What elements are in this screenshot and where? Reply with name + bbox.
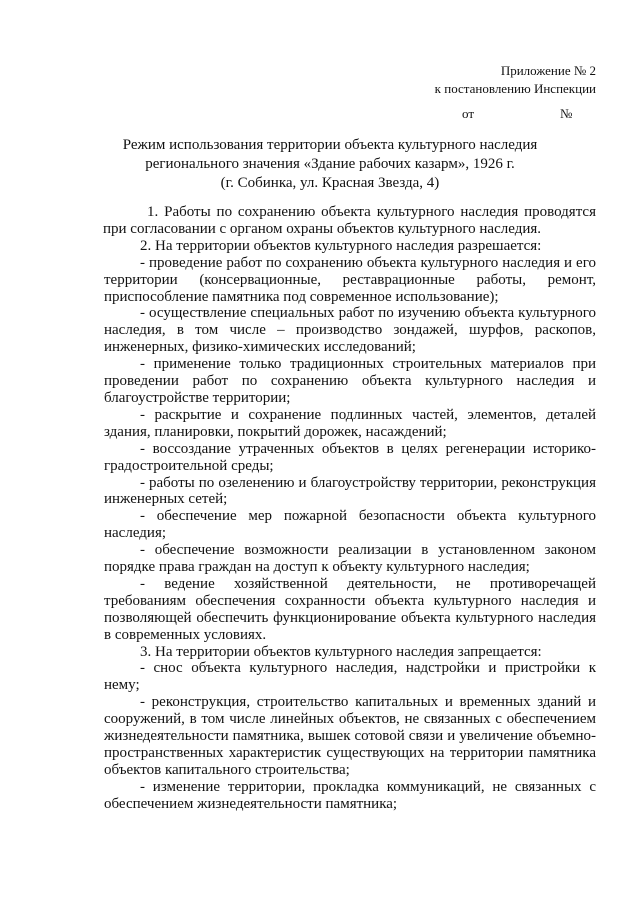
paragraph-3: - проведение работ по сохранению объекта культурного наследия и его территории (консервационные, реставрационные работы, ремонт, приспособление памятника под современное использование); [104, 254, 596, 305]
document-title [60, 136, 600, 193]
paragraph-2: 2. На территории объектов культурного наследия разрешается: [140, 237, 542, 254]
paragraph-6: - раскрытие и сохранение подлинных частей, элементов, деталей здания, планировки, покрытий дорожек, насаждений; [104, 406, 596, 440]
paragraph-8: - работы по озеленению и благоустройству территории, реконструкция инженерных сетей; [104, 474, 596, 508]
paragraph-5: - применение только традиционных строительных материалов при проведении работ по сохранению объекта культурного наследия и благоустройстве территории; [104, 356, 596, 406]
annex-number-label: № [560, 106, 573, 121]
paragraph-1: 1. Работы по сохранению объекта культурного наследия проводятся при согласовании с органом охраны объектов культурного наследия. [103, 204, 596, 237]
annex-title: Приложение № 2 [500, 63, 596, 78]
title-line-3: (г. Собинка, ул. Красная Звезда, 4) [220, 175, 440, 191]
annex-subtitle: к постановлению Инспекции [434, 81, 596, 96]
title-line-2: регионального значения «Здание рабочих казарм», 1926 г. [145, 156, 515, 172]
annex-from-label: от [462, 106, 475, 121]
annex-date-line [462, 106, 602, 122]
paragraph-10: - обеспечение возможности реализации в установленном законом порядке права граждан на доступ к объекту культурного наследия; [104, 542, 596, 576]
paragraph-7: - воссоздание утраченных объектов в целях регенерации историко-градостроительной среды; [104, 440, 596, 474]
paragraph-9: - обеспечение мер пожарной безопасности объекта культурного наследия; [104, 508, 596, 542]
paragraph-14: - реконструкция, строительство капитальных и временных зданий и сооружений, в том числе линейных объектов, не связанных с обеспечением жизнедеятельности памятника, вышек сотовой связи и увеличение объемно-пространственных характеристик существующих на территории памятника объектов капитального строительства; [104, 694, 596, 778]
annex-header [435, 62, 596, 98]
paragraph-15: - изменение территории, прокладка коммуникаций, не связанных с обеспечением жизнедеятельности памятника; [104, 778, 596, 812]
paragraph-4: - осуществление специальных работ по изучению объекта культурного наследия, в том числе – производство зондажей, шурфов, раскопов, инженерных, физико-химических исследований; [104, 305, 596, 356]
paragraph-12: 3. На территории объектов культурного наследия запрещается: [140, 643, 542, 660]
document-body [104, 204, 596, 813]
paragraph-13: - снос объекта культурного наследия, надстройки и пристройки к нему; [104, 660, 596, 694]
paragraph-11: - ведение хозяйственной деятельности, не противоречащей требованиям обеспечения сохранности объекта культурного наследия и позволяющей обеспечить функционирование объекта культурного наследия в современных условиях. [104, 575, 596, 643]
title-line-1: Режим использования территории объекта культурного наследия [122, 137, 538, 153]
